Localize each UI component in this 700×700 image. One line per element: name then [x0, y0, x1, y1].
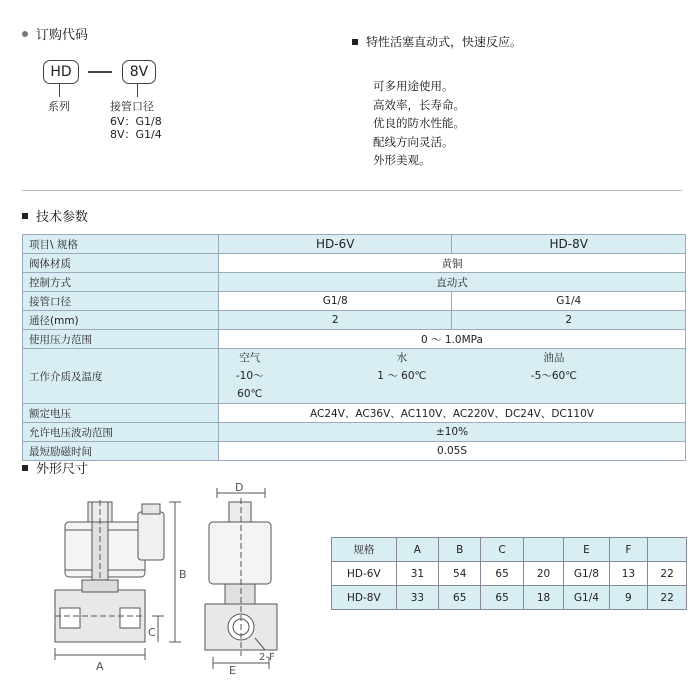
dims-heading: [22, 458, 88, 477]
order-code-heading: [22, 24, 88, 43]
table-row: [23, 442, 686, 461]
size-option-6v: 6V：G1/8: [110, 115, 162, 128]
dims-cell: 65: [439, 586, 481, 610]
spec-label: 接管口径: [23, 292, 219, 311]
order-code-title: 订购代码: [36, 28, 89, 43]
spec-value: 0 ～ 1.0MPa: [219, 330, 686, 349]
features-title: 特性活塞直动式，快速反应。: [366, 35, 523, 49]
dims-header-cell: 规格: [332, 538, 397, 562]
series-leader-line: [59, 83, 60, 97]
spec-value: G1/8: [219, 292, 452, 311]
tech-title: 技术参数: [36, 210, 89, 225]
dims-cell: 31: [396, 562, 438, 586]
valve-side-view-drawing: [30, 490, 190, 675]
dims-header-cell: B: [439, 538, 481, 562]
dims-cell: 9: [609, 586, 648, 610]
series-label: 系列: [48, 100, 70, 113]
table-row: [23, 423, 686, 442]
spec-label: 最短励磁时间: [23, 442, 219, 461]
dim-label-b: B: [179, 568, 187, 581]
media-temp: -5～60℃: [530, 370, 577, 382]
dims-cell: 33: [396, 586, 438, 610]
spec-label: 使用压力范围: [23, 330, 219, 349]
dims-cell: 65: [481, 562, 523, 586]
tech-heading: [22, 206, 88, 225]
media-name: 水: [396, 352, 408, 364]
dims-header-cell: C: [481, 538, 523, 562]
dims-title: 外形尺寸: [36, 462, 89, 477]
dims-cell: 13: [609, 562, 648, 586]
spec-label: 通径(mm): [23, 311, 219, 330]
table-row: [23, 235, 686, 254]
dim-label-f: 2-F: [259, 652, 275, 663]
feature-item: 配线方向灵活。: [373, 134, 454, 149]
spec-value: 2: [219, 311, 452, 330]
dim-label-c: C: [148, 626, 156, 639]
spec-value: 2: [452, 311, 686, 330]
table-row: [332, 586, 687, 610]
spec-value: 0.05S: [219, 442, 686, 461]
spec-label: 允许电压波动范围: [23, 423, 219, 442]
dims-header-cell: [523, 538, 564, 562]
code-series-text: HD: [50, 64, 72, 80]
spec-value: 黄铜: [219, 254, 686, 273]
table-row: [23, 273, 686, 292]
spec-label: 控制方式: [23, 273, 219, 292]
table-row: [332, 562, 687, 586]
media-temp: -10～60℃: [235, 370, 264, 400]
spec-label: 工作介质及温度: [23, 349, 219, 404]
spec-label: 阀体材质: [23, 254, 219, 273]
feature-item: 高效率，长寿命。: [373, 97, 465, 112]
size-option-8v: 8V：G1/4: [110, 128, 162, 141]
bullet-square-icon: [22, 213, 28, 219]
media-cell: [219, 349, 686, 404]
dim-label-d: D: [235, 481, 244, 494]
dims-cell: 22: [648, 586, 687, 610]
features-list: [373, 77, 465, 170]
dims-cell: G1/8: [564, 562, 609, 586]
code-connector: [88, 71, 112, 73]
dims-cell: HD-6V: [332, 562, 397, 586]
table-row: [23, 349, 686, 404]
dims-cell: HD-8V: [332, 586, 397, 610]
code-size-box: [122, 60, 156, 84]
feature-item: 优良的防水性能。: [373, 116, 465, 130]
media-temp: 1 ～ 60℃: [377, 370, 427, 382]
media-name: 空气: [239, 352, 261, 364]
spec-label: 项目\ 规格: [23, 235, 219, 254]
media-item: [225, 349, 375, 403]
dims-cell: 54: [439, 562, 481, 586]
spec-head-8v: HD-8V: [452, 235, 686, 254]
valve-front-view-drawing: [195, 478, 290, 675]
media-item: [529, 349, 679, 403]
dim-label-a: A: [96, 660, 104, 673]
dims-header-cell: E: [564, 538, 609, 562]
size-label: 接管口径: [110, 100, 154, 113]
spec-value: G1/4: [452, 292, 686, 311]
bullet-square-icon: [352, 39, 358, 45]
table-row: [23, 254, 686, 273]
bullet-square-icon: [22, 465, 28, 471]
dims-cell: G1/4: [564, 586, 609, 610]
table-row: [23, 311, 686, 330]
dims-cell: 18: [523, 586, 564, 610]
dims-cell: 65: [481, 586, 523, 610]
feature-item: 可多用途使用。: [373, 79, 454, 93]
dims-table: [331, 537, 687, 610]
dims-header-cell: A: [396, 538, 438, 562]
spec-head-6v: HD-6V: [219, 235, 452, 254]
media-item: [377, 349, 527, 403]
code-size-text: 8V: [129, 64, 149, 80]
table-header-row: [332, 538, 687, 562]
code-series-box: [43, 60, 79, 84]
tech-spec-table: [22, 234, 686, 461]
dim-label-e: E: [229, 664, 236, 675]
dims-header-cell: F: [609, 538, 648, 562]
spec-label: 额定电压: [23, 404, 219, 423]
dims-cell: 22: [648, 562, 687, 586]
dims-cell: 20: [523, 562, 564, 586]
dims-header-cell: [648, 538, 687, 562]
features-heading: [352, 33, 522, 50]
size-leader-line: [137, 83, 138, 97]
media-name: 油品: [543, 352, 565, 364]
table-row: [23, 330, 686, 349]
media-grid: [225, 349, 679, 403]
spec-value: ±10%: [219, 423, 686, 442]
table-row: [23, 292, 686, 311]
bullet-dot-icon: [22, 31, 28, 37]
section-divider: [22, 190, 682, 191]
feature-item: 外形美观。: [373, 153, 431, 167]
spec-value: 直动式: [219, 273, 686, 292]
spec-value: AC24V、AC36V、AC110V、AC220V、DC24V、DC110V: [219, 404, 686, 423]
table-row: [23, 404, 686, 423]
